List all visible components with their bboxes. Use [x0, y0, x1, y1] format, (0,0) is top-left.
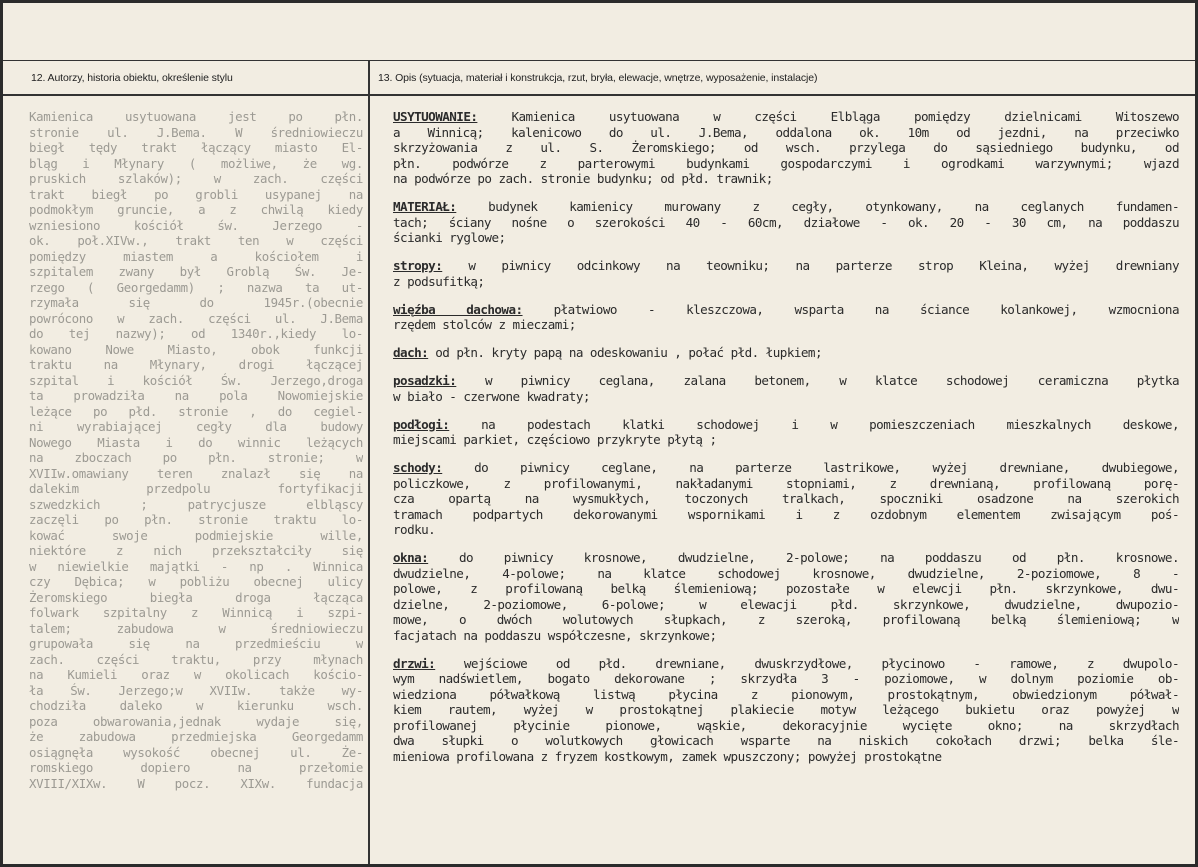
top-rule	[3, 60, 1195, 61]
entry-text: w piwnicy ceglana, zalana betonem, w klatce schodowej ceramiczna płytka	[484, 373, 1179, 388]
entry-line	[393, 612, 1179, 628]
entry-line	[393, 687, 1179, 703]
entry-line	[393, 302, 1179, 318]
description-entry	[393, 302, 1179, 333]
entry-line	[393, 373, 1179, 389]
entry-line	[393, 628, 1179, 644]
entry-text: cza opartą na wysmukłych, toczonych tralkach, spoczniki osadzone na szerokich	[393, 491, 1179, 506]
entry-text: polowe, z profilowaną belką ślemieniową; pozostałe w elewcji płn. skrzynkowe, dwu-	[393, 581, 1179, 596]
entry-line	[393, 597, 1179, 613]
history-text-line: szwedzkich ; patrycjusze elbląscy	[29, 496, 363, 512]
entry-line	[393, 171, 1179, 187]
entry-line	[393, 566, 1179, 582]
entry-line	[393, 230, 1179, 246]
entry-line	[393, 671, 1179, 687]
entry-line	[393, 550, 1179, 566]
entry-line	[393, 432, 1179, 448]
history-text-line: zach. części traktu, przy młynach	[29, 651, 363, 667]
section-12-heading: 12. Autorzy, historia obiektu, określenie stylu	[31, 72, 233, 84]
history-text-line: XVIII/XIXw. W pocz. XIXw. fundacja	[29, 775, 363, 791]
history-text-line: na Kumieli oraz w okolicach kościo-	[29, 667, 363, 682]
history-text-line: niektóre z nich przekształciły się	[29, 543, 363, 558]
entry-gap	[393, 246, 1179, 259]
entry-text: z podsufitką;	[393, 273, 485, 289]
entry-text: ścianki ryglowe;	[393, 230, 506, 245]
entry-text: płatwiowo - kleszczowa, wsparta na ściance kolankowej, wzmocniona	[553, 301, 1179, 317]
entry-text: kiem rautem, wyżej w prostokątnej plakiecie motyw leżącego bukietu oraz powyżej w	[393, 702, 1179, 717]
history-text-line: w niewielkie majątki - np . Winnica	[29, 558, 363, 574]
history-text-line: powrócono w zach. części ul. J.Bema	[29, 310, 363, 326]
entry-line	[393, 522, 1179, 538]
entry-text: miejscami parkiet, częściowo przykryte płytą ;	[393, 432, 717, 447]
entry-line	[393, 389, 1179, 405]
history-text-line: na zboczach po płn. stronie; w	[29, 450, 363, 465]
entry-text: wiedziona półwałkową listwą płycina z pionowym, prostokątnym, obwiedzionym półwał-	[393, 686, 1179, 702]
entry-text: budynek kamienicy murowany z cegły, otynkowany, na ceglanych fundamen-	[488, 199, 1179, 214]
entry-text: tramach podpartych dekorowanymi wspornikami i z ozdobnym elementem zwisającym poś-	[393, 506, 1179, 522]
description-entry	[393, 460, 1179, 538]
history-text-line: do tej nazwy); od 1340r.,kiedy lo-	[29, 326, 363, 341]
entry-text: facjatach na poddaszu współczesne, skrzynkowe;	[393, 627, 717, 643]
entry-text: mowe, o dwóch wolutowych słupkach, z szeroką, profilowaną belką ślemieniową; w	[393, 612, 1179, 627]
history-text-line: podmokłym gruncie, a z chwilą kiedy	[29, 202, 363, 217]
entry-line	[393, 718, 1179, 734]
entry-gap	[393, 187, 1179, 200]
history-text-line: kowano Nowe Miasto, obok funkcji	[29, 341, 363, 357]
entry-label: dach:	[393, 345, 429, 360]
history-text-line: trakt biegł po grobli usypanej na	[29, 186, 363, 202]
entry-label: podłogi:	[393, 416, 450, 432]
entry-text: dzielne, 2-poziomowe, 6-polowe; w elewacji płd. skrzynkowe, dwudzielne, dwupozio-	[393, 596, 1179, 612]
history-text-line: biegł tędy trakt łączący miasto El-	[29, 140, 363, 155]
entry-line	[393, 581, 1179, 597]
entry-text: Kamienica usytuowana w części Elbląga pomiędzy dzielnicami Witoszewo	[511, 109, 1179, 124]
entry-label: drzwi:	[393, 655, 436, 671]
description-entry	[393, 550, 1179, 643]
description-entry	[393, 373, 1179, 404]
entry-gap	[393, 333, 1179, 346]
entry-line	[393, 507, 1179, 523]
history-text-line: Żeromskiego biegła droga łącząca	[29, 589, 363, 605]
entry-gap	[393, 289, 1179, 302]
entry-text: do piwnicy krosnowe, dwudzielne, 2-polowe; na poddaszu od płn. krosnowe.	[458, 550, 1179, 565]
history-text-line: wzniesiono kościół św. Jerzego -	[29, 217, 363, 233]
entry-gap	[393, 643, 1179, 656]
description-entry	[393, 417, 1179, 448]
history-text-line: talem; zabudowa w średniowieczu	[29, 620, 363, 636]
history-text-column	[29, 109, 363, 791]
entry-text: profilowanej płycinie pionowe, wąskie, dekoracyjnie wycięte okno; na skrzydłach	[393, 717, 1179, 733]
entry-text: na podestach klatki schodowej i w pomieszczeniach mieszkalnych deskowe,	[481, 416, 1179, 432]
entry-line	[393, 317, 1179, 333]
entry-label: posadzki:	[393, 373, 457, 388]
entry-line	[393, 156, 1179, 172]
history-text-line: Kamienica usytuowana jest po płn.	[29, 109, 363, 124]
description-entry	[393, 656, 1179, 765]
entry-text: dwa słupki o wolutkowych głowicach wsparte na niskich cokołach drzwi; belka śle-	[393, 733, 1179, 748]
entry-line	[393, 258, 1179, 274]
entry-text: wejściowe od płd. drewniane, dwuskrzydłowe, płycinowo - ramowe, z dwupolo-	[463, 655, 1179, 671]
entry-gap	[393, 361, 1179, 374]
entry-text: na podwórze po zach. stronie budynku; od płd. trawnik;	[393, 171, 773, 186]
history-text-line: folwark szpitalny z Winnicą i szpi-	[29, 605, 363, 620]
history-text-line: pruskich szlaków); w zach. części	[29, 171, 363, 186]
entry-text: do piwnicy ceglane, na parterze lastrikowe, wyżej drewniane, dwubiegowe,	[474, 460, 1179, 475]
entry-label: USYTUOWANIE:	[393, 109, 478, 124]
entry-text: policzkowe, z profilowanymi, nakładanymi stopniami, z drewnianą, profilowaną porę-	[393, 475, 1179, 491]
history-text-line: bląg i Młynary ( możliwe, że wg.	[29, 155, 363, 171]
entry-line	[393, 140, 1179, 156]
entry-line	[393, 702, 1179, 718]
history-text-line: ok. poł.XIVw., trakt ten w części	[29, 233, 363, 248]
history-text-line: szpital i kościół Św. Jerzego,droga	[29, 372, 363, 388]
entry-line	[393, 733, 1179, 749]
entry-text: mieniowa profilowana z fryzem kostkowym, zamek wpuszczony; powyżej prostokątne	[393, 748, 942, 764]
entry-text: tach; ściany nośne o szerokości 40 - 60cm, działowe - ok. 20 - 30 cm, na poddaszu	[393, 214, 1179, 230]
history-text-line: grupowała się na przedmieściu w	[29, 636, 363, 651]
history-text-line: poza obwarowania,jednak wydaje się,	[29, 713, 363, 729]
entry-gap	[393, 404, 1179, 417]
history-text-line: osiągnęła wysokość obecnej ul. Że-	[29, 744, 363, 760]
entry-line	[393, 476, 1179, 492]
entry-gap	[393, 448, 1179, 461]
history-text-line: kować swoje podmiejskie wille,	[29, 527, 363, 543]
history-text-line: romskiego dopiero na przełomie	[29, 760, 363, 775]
history-text-line: chodziła daleko w kierunku wsch.	[29, 698, 363, 713]
entry-line	[393, 460, 1179, 476]
entry-label: schody:	[393, 460, 443, 475]
entry-text: rodku.	[393, 522, 436, 537]
history-text-line: Nowego Miasta i do winnic leżących	[29, 434, 363, 450]
entry-text: skrzyżowania z ul. S. Żeromskiego; od wsch. przylega do sąsiedniego budynku, od	[393, 140, 1179, 155]
entry-line	[393, 125, 1179, 141]
description-entry	[393, 109, 1179, 187]
history-text-line: ta prowadziła na pola Nowomiejskie	[29, 388, 363, 403]
entry-text: w piwnicy odcinkowy na teowniku; na parterze strop Kleina, wyżej drewniany	[468, 258, 1179, 273]
entry-line	[393, 417, 1179, 433]
description-entry	[393, 199, 1179, 246]
history-text-line: pomiędzy miastem a kościołem i	[29, 248, 363, 264]
entry-text: od płn. kryty papą na odeskowaniu , połać płd. łupkiem;	[435, 345, 822, 360]
history-text-line: rzego ( Georgedamm) ; nazwa ta ut-	[29, 279, 363, 295]
entry-label: okna:	[393, 550, 429, 565]
history-text-line: że zabudowa przedmiejska Georgedamm	[29, 729, 363, 744]
history-text-line: zaczęli po płn. stronie traktu lo-	[29, 512, 363, 527]
entry-text: a Winnicą; kalenicowo do ul. J.Bema, oddalona ok. 10m od jezdni, na przeciwko	[393, 124, 1179, 140]
entry-text: w biało - czerwone kwadraty;	[393, 388, 590, 404]
history-text-line: stronie ul. J.Bema. W średniowieczu	[29, 124, 363, 140]
history-text-line: XVIIw.omawiany teren znalazł się na	[29, 465, 363, 481]
entry-line	[393, 491, 1179, 507]
entry-label: więźba dachowa:	[393, 301, 523, 317]
entry-text: wym nadświetlem, bogato dekorowane ; skrzydła 3 - poziomowe, w dolnym poziomie ob-	[393, 671, 1179, 686]
entry-line	[393, 345, 1179, 361]
entry-label: stropy:	[393, 258, 443, 273]
entry-line	[393, 749, 1179, 765]
entry-line	[393, 109, 1179, 125]
history-text-line: traktu na Młynary, drogi łączącej	[29, 357, 363, 372]
entry-line	[393, 274, 1179, 290]
history-text-line: dalekim przedpolu fortyfikacji	[29, 481, 363, 496]
history-text-line: ni wyrabiającej cegły dla budowy	[29, 419, 363, 434]
header-rule	[3, 94, 1195, 96]
entry-text: płn. podwórze z parterowymi budynkami gospodarczymi i ogrodkami warzywnymi; wjazd	[393, 155, 1179, 171]
entry-line	[393, 215, 1179, 231]
history-text-line: leżące po płd. stronie , do cegiel-	[29, 403, 363, 419]
description-entry	[393, 258, 1179, 289]
entry-gap	[393, 538, 1179, 551]
history-text-line: czy Dębica; w pobliżu obecnej ulicy	[29, 574, 363, 589]
entry-label: MATERIAŁ:	[393, 199, 457, 214]
history-text-line: ła Św. Jerzego;w XVIIw. także wy-	[29, 682, 363, 698]
history-text-line: szpitalem zwany był Groblą Św. Je-	[29, 264, 363, 279]
entry-text: dwudzielne, 4-polowe; na klatce schodowej krosnowe, dwudzielne, 2-poziomowe, 8 -	[393, 565, 1179, 581]
description-entry	[393, 345, 1179, 361]
description-text-column	[393, 109, 1179, 764]
history-text-line: rzymała się do 1945r.(obecnie	[29, 295, 363, 310]
entry-line	[393, 199, 1179, 215]
entry-text: rzędem stolców z mieczami;	[393, 317, 576, 332]
column-divider	[368, 60, 370, 864]
entry-line	[393, 656, 1179, 672]
section-13-heading: 13. Opis (sytuacja, materiał i konstrukcja, rzut, bryła, elewacje, wnętrze, wyposażenie, instalacje)	[378, 72, 818, 84]
